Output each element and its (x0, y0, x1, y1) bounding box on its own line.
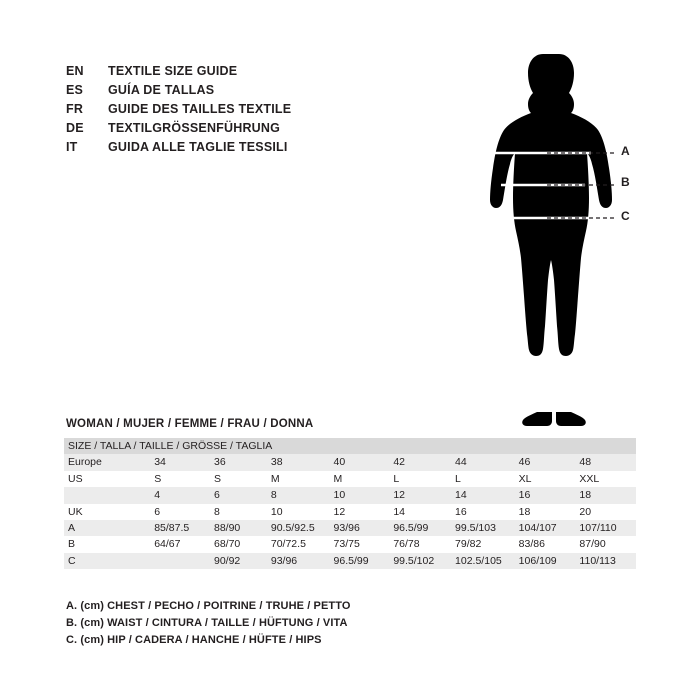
cell: 14 (451, 487, 515, 503)
cell: 44 (451, 454, 515, 470)
marker-label-c: C (621, 209, 630, 223)
cell: L (389, 471, 451, 487)
cell: 87/90 (575, 536, 636, 552)
cell: 68/70 (210, 536, 267, 552)
table-row (64, 553, 636, 569)
row-label-c: C (64, 553, 150, 569)
language-code-fr: FR (66, 102, 84, 116)
language-code-es: ES (66, 83, 84, 97)
cell: 90/92 (210, 553, 267, 569)
table-header-row (64, 438, 636, 454)
cell: 64/67 (150, 536, 210, 552)
table-row (64, 520, 636, 536)
cell: 38 (267, 454, 330, 470)
cell: 14 (389, 504, 451, 520)
cell: 107/110 (575, 520, 636, 536)
marker-label-b: B (621, 175, 630, 189)
cell: 79/82 (451, 536, 515, 552)
language-row-es (66, 81, 446, 100)
silhouette-icon (455, 40, 685, 430)
cell: 99.5/102 (389, 553, 451, 569)
cell: 48 (575, 454, 636, 470)
table-row (64, 536, 636, 552)
table-caption: WOMAN / MUJER / FEMME / FRAU / DONNA (66, 418, 314, 430)
cell: 110/113 (575, 553, 636, 569)
language-code-en: EN (66, 64, 84, 78)
table-row (64, 471, 636, 487)
row-label-europe: Europe (64, 454, 150, 470)
cell: 106/109 (515, 553, 576, 569)
cell: 102.5/105 (451, 553, 515, 569)
cell: 4 (150, 487, 210, 503)
cell: 104/107 (515, 520, 576, 536)
row-label-b: B (64, 536, 150, 552)
language-code-de: DE (66, 121, 84, 135)
row-label-us: US (64, 471, 150, 487)
cell: 12 (330, 504, 390, 520)
cell (150, 553, 210, 569)
cell: 83/86 (515, 536, 576, 552)
row-label-us-numeric (64, 487, 150, 503)
cell: S (210, 471, 267, 487)
cell: 18 (515, 504, 576, 520)
cell: 88/90 (210, 520, 267, 536)
cell: 90.5/92.5 (267, 520, 330, 536)
female-silhouette-figure (455, 40, 685, 430)
cell: 85/87.5 (150, 520, 210, 536)
row-label-uk: UK (64, 504, 150, 520)
table-row (64, 504, 636, 520)
legend-row-b: B. (cm) WAIST / CINTURA / TAILLE / HÜFTUNG / VITA (66, 617, 348, 629)
measurement-legend (66, 598, 351, 649)
language-text-es: GUÍA DE TALLAS (108, 83, 215, 97)
table-header-label: SIZE / TALLA / TAILLE / GRÖSSE / TAGLIA (64, 438, 636, 454)
legend-row-c: C. (cm) HIP / CADERA / HANCHE / HÜFTE / HIPS (66, 634, 322, 646)
cell: 12 (389, 487, 451, 503)
cell: 99.5/103 (451, 520, 515, 536)
table-row (64, 487, 636, 503)
cell: 6 (150, 504, 210, 520)
cell: 96.5/99 (330, 553, 390, 569)
language-text-it: GUIDA ALLE TAGLIE TESSILI (108, 140, 288, 154)
cell: 6 (210, 487, 267, 503)
cell: 42 (389, 454, 451, 470)
cell: 93/96 (267, 553, 330, 569)
cell: 76/78 (389, 536, 451, 552)
cell: 16 (451, 504, 515, 520)
cell: 20 (575, 504, 636, 520)
cell: XL (515, 471, 576, 487)
cell: 40 (330, 454, 390, 470)
language-row-en (66, 62, 446, 81)
language-text-fr: GUIDE DES TAILLES TEXTILE (108, 102, 292, 116)
cell: 93/96 (330, 520, 390, 536)
cell: S (150, 471, 210, 487)
language-text-en: TEXTILE SIZE GUIDE (108, 64, 238, 78)
language-row-it (66, 138, 446, 157)
table-row (64, 454, 636, 470)
cell: 46 (515, 454, 576, 470)
language-text-de: TEXTILGRÖSSENFÜHRUNG (108, 121, 281, 135)
cell: 73/75 (330, 536, 390, 552)
cell: 10 (267, 504, 330, 520)
language-title-block (66, 62, 446, 157)
cell: 8 (210, 504, 267, 520)
language-code-it: IT (66, 140, 78, 154)
cell: L (451, 471, 515, 487)
cell: 8 (267, 487, 330, 503)
language-row-de (66, 119, 446, 138)
cell: XXL (575, 471, 636, 487)
cell: 18 (575, 487, 636, 503)
marker-label-a: A (621, 144, 630, 158)
cell: 70/72.5 (267, 536, 330, 552)
row-label-a: A (64, 520, 150, 536)
cell: 34 (150, 454, 210, 470)
cell: 36 (210, 454, 267, 470)
size-table (64, 438, 636, 569)
cell: 10 (330, 487, 390, 503)
cell: 16 (515, 487, 576, 503)
cell: 96.5/99 (389, 520, 451, 536)
cell: M (330, 471, 390, 487)
language-row-fr (66, 100, 446, 119)
cell: M (267, 471, 330, 487)
legend-row-a: A. (cm) CHEST / PECHO / POITRINE / TRUHE / PETTO (66, 600, 351, 612)
